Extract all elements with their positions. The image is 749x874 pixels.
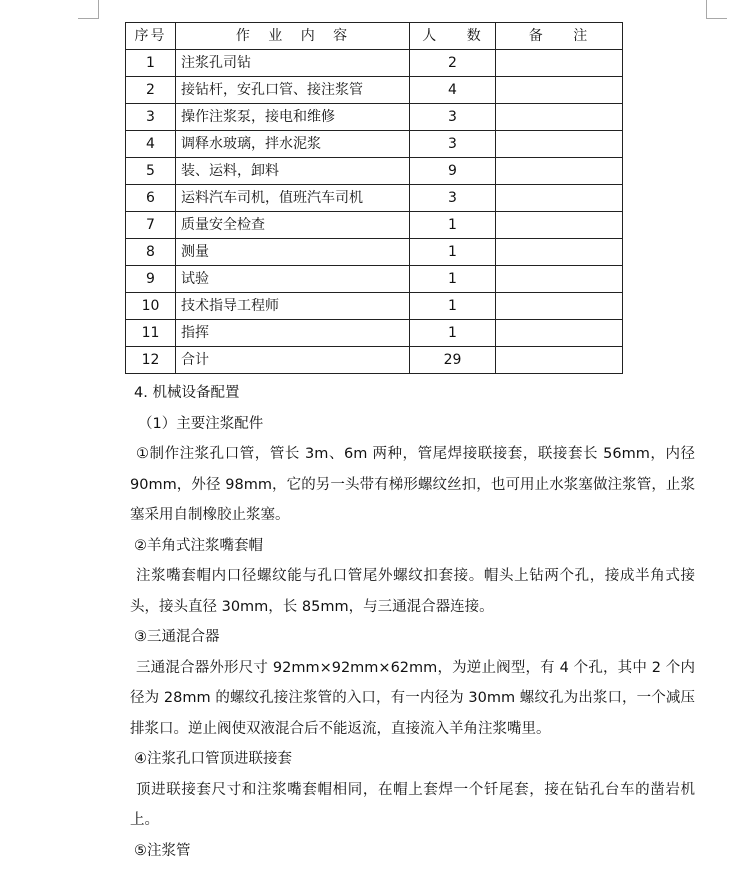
cell-no: 7 — [126, 212, 176, 239]
header-task: 作 业 内 容 — [176, 23, 410, 50]
cell-no: 11 — [126, 320, 176, 347]
cell-task: 接钻杆，安孔口管、接注浆管 — [176, 77, 410, 104]
cell-note — [496, 77, 623, 104]
cell-task: 试验 — [176, 266, 410, 293]
cell-count: 1 — [410, 320, 496, 347]
cell-note — [496, 293, 623, 320]
table-row — [126, 158, 623, 185]
cell-no: 10 — [126, 293, 176, 320]
cell-count: 1 — [410, 266, 496, 293]
cell-task: 指挥 — [176, 320, 410, 347]
cell-no: 5 — [126, 158, 176, 185]
table-row — [126, 293, 623, 320]
cell-task: 测量 — [176, 239, 410, 266]
header-note: 备 注 — [496, 23, 623, 50]
margin-mark-right — [706, 0, 727, 19]
table-row — [126, 266, 623, 293]
cell-note — [496, 239, 623, 266]
cell-task: 注浆孔司钻 — [176, 50, 410, 77]
cell-note — [496, 266, 623, 293]
item-2-title: ②羊角式注浆嘴套帽 — [134, 537, 263, 554]
cell-note — [496, 212, 623, 239]
table-row — [126, 104, 623, 131]
cell-task: 装、运料，卸料 — [176, 158, 410, 185]
cell-note — [496, 347, 623, 374]
table-row-total — [126, 347, 623, 374]
cell-no: 4 — [126, 131, 176, 158]
cell-note — [496, 104, 623, 131]
item-4-title: ④注浆孔口管顶进联接套 — [134, 751, 292, 767]
cell-no: 8 — [126, 239, 176, 266]
staffing-table — [125, 22, 623, 374]
document-body — [130, 378, 695, 866]
cell-task: 调释水玻璃，拌水泥浆 — [176, 131, 410, 158]
table-row — [126, 131, 623, 158]
cell-count: 29 — [410, 347, 496, 374]
cell-no: 1 — [126, 50, 176, 77]
cell-note — [496, 158, 623, 185]
cell-count: 1 — [410, 239, 496, 266]
cell-note — [496, 50, 623, 77]
cell-no: 9 — [126, 266, 176, 293]
table-row — [126, 320, 623, 347]
item-1-text: ①制作注浆孔口管，管长 3m、6m 两种，管尾焊接联接套，联接套长 56mm，内径 90mm，外径 98mm，它的另一头带有梯形螺纹丝扣，也可用止水浆塞做注浆管，止浆塞采用自制橡胶止浆塞。 — [130, 446, 695, 523]
cell-count: 1 — [410, 212, 496, 239]
item-2-body: 注浆嘴套帽内口径螺纹能与孔口管尾外螺纹扣套接。帽头上钻两个孔，接成半角式接头，接头直径 30mm，长 85mm，与三通混合器连接。 — [130, 568, 695, 615]
cell-task: 合计 — [176, 347, 410, 374]
item-5-title: ⑤注浆管 — [134, 842, 191, 859]
cell-note — [496, 131, 623, 158]
cell-count: 4 — [410, 77, 496, 104]
table-row — [126, 185, 623, 212]
item-4-body: 顶进联接套尺寸和注浆嘴套帽相同，在帽上套焊一个钎尾套，接在钻孔台车的凿岩机上。 — [130, 781, 695, 828]
cell-no: 12 — [126, 347, 176, 374]
cell-count: 3 — [410, 104, 496, 131]
cell-no: 6 — [126, 185, 176, 212]
table-row — [126, 239, 623, 266]
section-title: 4. 机械设备配置 — [134, 385, 240, 401]
cell-count: 2 — [410, 50, 496, 77]
item-3-title: ③三通混合器 — [134, 629, 220, 645]
cell-count: 3 — [410, 131, 496, 158]
cell-task: 运料汽车司机，值班汽车司机 — [176, 185, 410, 212]
header-count: 人 数 — [410, 23, 496, 50]
margin-mark-left — [78, 0, 99, 19]
cell-count: 9 — [410, 158, 496, 185]
item-3-body: 三通混合器外形尺寸 92mm×92mm×62mm，为逆止阀型，有 4 个孔，其中 2 个内径为 28mm 的螺纹孔接注浆管的入口，有一内径为 30mm 螺纹孔为出浆口，一个减压排浆口。逆止阀使双液混合后不能返流，直接流入羊角注浆嘴里。 — [130, 659, 695, 737]
cell-task: 质量安全检查 — [176, 212, 410, 239]
table-header-row — [126, 23, 623, 50]
table-row — [126, 50, 623, 77]
table-row — [126, 212, 623, 239]
cell-task: 技术指导工程师 — [176, 293, 410, 320]
cell-count: 3 — [410, 185, 496, 212]
table-row — [126, 77, 623, 104]
subsection-title: （1）主要注浆配件 — [138, 415, 264, 432]
cell-no: 3 — [126, 104, 176, 131]
cell-note — [496, 320, 623, 347]
header-no: 序号 — [126, 23, 176, 50]
cell-task: 操作注浆泵，接电和维修 — [176, 104, 410, 131]
cell-no: 2 — [126, 77, 176, 104]
cell-count: 1 — [410, 293, 496, 320]
cell-note — [496, 185, 623, 212]
